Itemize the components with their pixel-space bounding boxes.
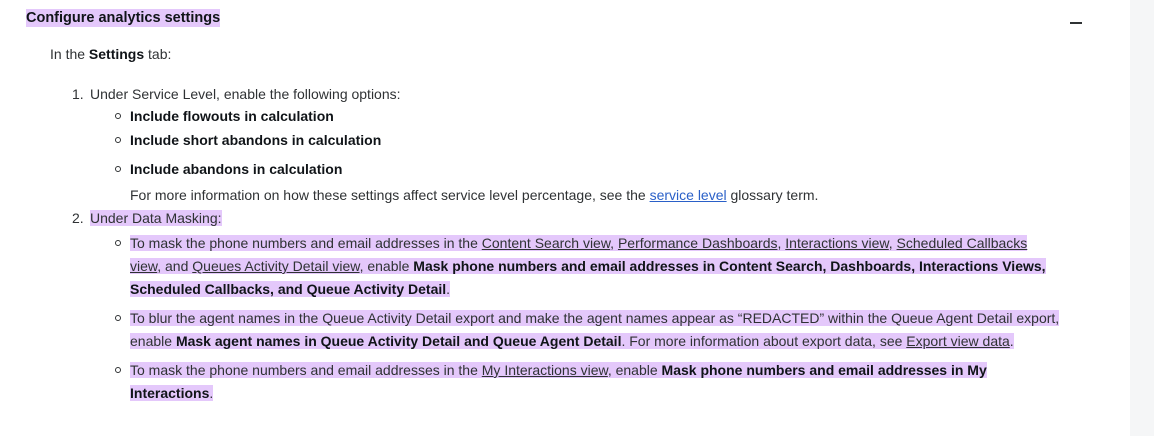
- step-service-level: [50, 83, 1060, 207]
- steps-list: [50, 83, 1060, 405]
- bullet-icon: [115, 240, 121, 246]
- queues-activity-detail-view-link[interactable]: Queues Activity Detail view: [192, 258, 360, 274]
- bullet-icon: [115, 137, 121, 143]
- setting-name: Mask phone numbers and email addresses in My Interactions: [130, 362, 987, 401]
- section-title: Configure analytics settings: [26, 10, 221, 26]
- bullet-icon: [115, 113, 121, 119]
- step-data-masking: [50, 207, 1060, 405]
- settings-tab-name: Settings: [88, 46, 145, 62]
- step-text: Under Data Masking:: [90, 210, 222, 226]
- service-level-options: [90, 106, 1060, 207]
- minus-icon: [1070, 22, 1082, 24]
- list-item: Include flowouts in calculation: [90, 106, 1060, 126]
- list-item: To mask the phone numbers and email addresses in the Content Search view, Performance Dashboards, Interactions view, Scheduled Callbacks view, and Queues Activity Detail view, enable Mask phone numbers and email addresses in Content Search, Dashboards, Interactions Views, Scheduled Callbacks, and Queue Activity Detail.: [90, 232, 1060, 301]
- bullet-icon: [115, 166, 121, 172]
- list-item: Include short abandons in calculation: [90, 126, 1060, 155]
- step-text: Under Service Level, enable the following options:: [90, 86, 401, 102]
- my-interactions-view-link[interactable]: My Interactions view: [481, 362, 608, 378]
- list-item: To mask the phone numbers and email addresses in the My Interactions view, enable Mask phone numbers and email addresses in My Interactions.: [90, 359, 1060, 405]
- setting-name: Mask phone numbers and email addresses in Content Search, Dashboards, Interactions Views, Scheduled Callbacks, and Queue Activity Detail: [130, 258, 1046, 297]
- export-view-data-link[interactable]: Export view data: [906, 333, 1010, 349]
- step-number: 2.: [72, 210, 84, 226]
- collapse-button[interactable]: [1068, 13, 1086, 31]
- scrollbar-track[interactable]: [1130, 0, 1154, 436]
- service-level-link[interactable]: service level: [649, 187, 727, 203]
- interactions-view-link[interactable]: Interactions view: [785, 235, 889, 251]
- setting-name: Mask agent names in Queue Activity Detail and Queue Agent Detail: [175, 333, 622, 349]
- list-item: Include abandons in calculation: [90, 155, 1060, 184]
- scheduled-callbacks-view-link[interactable]: Scheduled Callbacks view: [130, 235, 1028, 274]
- performance-dashboards-link[interactable]: Performance Dashboards: [617, 235, 778, 251]
- step-number: 1.: [72, 86, 84, 102]
- bullet-icon: [115, 367, 121, 373]
- service-level-note: For more information on how these settings affect service level percentage, see the service level glossary term.: [130, 187, 819, 203]
- list-item: To blur the agent names in the Queue Activity Detail export and make the agent names appear as “REDACTED” within the Queue Agent Detail export, enable Mask agent names in Queue Activity Detail and Queue Agent Detail. For more information about export data, see Export view data.: [90, 307, 1060, 353]
- content-search-view-link[interactable]: Content Search view: [481, 235, 611, 251]
- intro-text: In the Settings tab:: [50, 46, 172, 62]
- bullet-icon: [115, 315, 121, 321]
- data-masking-items: [90, 232, 1060, 405]
